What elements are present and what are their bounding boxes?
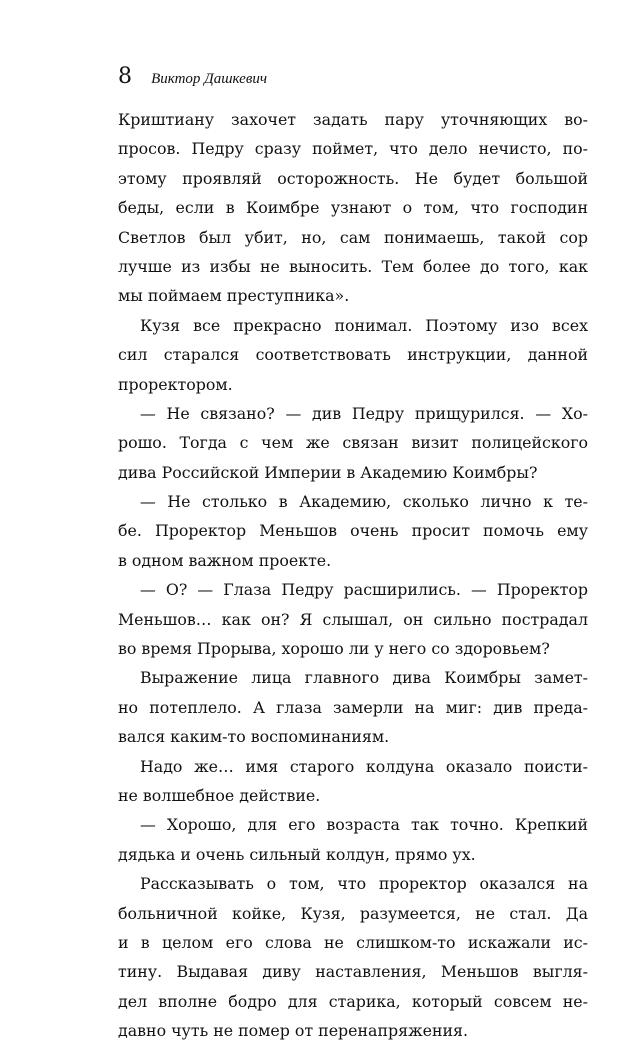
- text-line: дел вполне бодро для старика, который совсем не-: [118, 991, 588, 1011]
- text-line: проректором.: [118, 374, 233, 394]
- text-line: — Не столько в Академию, сколько лично к те-: [140, 492, 588, 512]
- text-line: дядька и очень сильный колдун, прямо ух.: [118, 844, 476, 864]
- text-line: Светлов был убит, но, сам понимаешь, такой сор: [118, 227, 588, 247]
- page-header: [118, 64, 267, 94]
- text-line: тину. Выдавая диву наставления, Меньшов выгля-: [118, 962, 588, 982]
- text-line: во время Прорыва, хорошо ли у него со здоровьем?: [118, 639, 550, 659]
- text-line: — Не связано? — див Педру прищурился. — Хо-: [140, 403, 588, 423]
- text-line: Надо же… имя старого колдуна оказало поисти-: [140, 756, 588, 776]
- text-line: мы поймаем преступника».: [118, 286, 350, 306]
- text-line: просов. Педру сразу поймет, что дело нечисто, по-: [118, 139, 588, 159]
- text-line: — Хорошо, для его возраста так точно. Крепкий: [140, 815, 588, 835]
- text-line: лучше из избы не выносить. Тем более до того, как: [118, 256, 588, 276]
- text-line: бе. Проректор Меньшов очень просит помочь ему: [118, 521, 588, 541]
- body-text: [118, 105, 588, 1046]
- text-line: и в целом его слова не слишком-то искажали ис-: [118, 932, 588, 952]
- running-head-author: Виктор Дашкевич: [151, 71, 267, 87]
- text-line: но потеплело. А глаза замерли на миг: див преда-: [118, 697, 588, 717]
- text-line: Кузя все прекрасно понимал. Поэтому изо всех: [140, 315, 588, 335]
- page-number: 8: [118, 64, 132, 89]
- text-line: Выражение лица главного дива Коимбры замет-: [140, 668, 588, 688]
- text-line: Криштиану захочет задать пару уточняющих во-: [118, 110, 588, 129]
- text-line: дива Российской Империи в Академию Коимбры?: [118, 462, 538, 482]
- text-line: больничной койке, Кузя, разумеется, не стал. Да: [118, 903, 588, 923]
- text-line: в одном важном проекте.: [118, 550, 332, 570]
- text-line: сил старался соответствовать инструкции, данной: [118, 345, 588, 365]
- text-line: рошо. Тогда с чем же связан визит полицейского: [118, 433, 588, 453]
- text-line: давно чуть не помер от перенапряжения.: [118, 1021, 468, 1041]
- text-line: вался каким-то воспоминаниям.: [118, 727, 390, 747]
- text-line: не волшебное действие.: [118, 785, 321, 805]
- text-line: — О? — Глаза Педру расширились. — Проректор: [140, 580, 588, 600]
- text-line: Меньшов… как он? Я слышал, он сильно пострадал: [118, 609, 588, 629]
- text-line: Рассказывать о том, что проректор оказался на: [140, 874, 588, 894]
- text-line: беды, если в Коимбре узнают о том, что господин: [118, 198, 588, 218]
- text-line: этому проявляй осторожность. Не будет большой: [118, 168, 588, 188]
